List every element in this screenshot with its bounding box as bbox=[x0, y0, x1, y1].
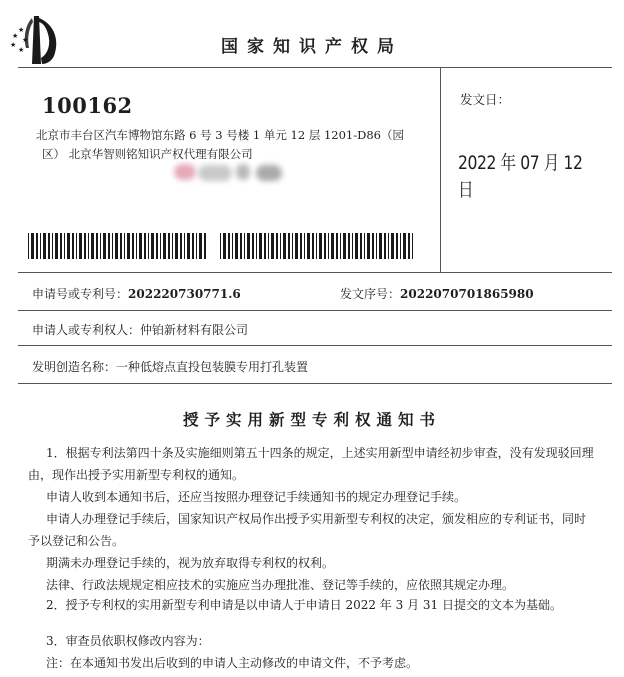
notice-title: 授予实用新型专利权通知书 bbox=[182, 411, 441, 429]
notice-paragraph-3 bbox=[28, 630, 618, 674]
application-no-row bbox=[32, 285, 241, 302]
svg-text:★: ★ bbox=[10, 41, 17, 49]
fields-bottom-divider bbox=[18, 383, 612, 384]
address-line-2: 区） 北京华智则铭知识产权代理有限公司 bbox=[42, 147, 253, 161]
recipient-name-redacted bbox=[170, 164, 290, 184]
notice-paragraph-2 bbox=[28, 594, 618, 616]
svg-text:★: ★ bbox=[18, 26, 25, 34]
p1-line-7: 法律、行政法规规定相应技术的实施应当办理批准、登记等手续的，应依照其规定办理。 bbox=[46, 578, 515, 592]
applicant-label: 申请人或专利权人： bbox=[32, 323, 141, 337]
office-name: 国家知识产权局 bbox=[221, 37, 403, 57]
p3-line-1: 3．审查员依职权修改内容为： bbox=[46, 634, 210, 648]
p1-line-2: 由，现作出授予实用新型专利权的通知。 bbox=[28, 468, 245, 482]
fields-divider-1 bbox=[18, 310, 612, 311]
recipient-address bbox=[36, 126, 424, 164]
date-box-divider bbox=[440, 67, 441, 272]
serial-no-label: 发文序号： bbox=[340, 287, 401, 301]
barcode-left bbox=[28, 233, 208, 259]
application-no-value: 202220730771.6 bbox=[128, 287, 241, 301]
svg-text:★: ★ bbox=[22, 36, 29, 44]
issue-date-label: 发文日： bbox=[460, 92, 511, 107]
svg-text:★: ★ bbox=[18, 46, 25, 54]
p1-line-1: 1．根据专利法第四十条及实施细则第五十四条的规定，上述实用新型申请经初步审查，没有发现驳回理 bbox=[46, 446, 594, 460]
serial-no-row bbox=[340, 285, 534, 302]
p1-line-4: 申请人办理登记手续后，国家知识产权局作出授予实用新型专利权的决定，颁发相应的专利证书，同时 bbox=[46, 512, 587, 526]
issue-date-value: 2022 年 07 月 12 日 bbox=[458, 152, 583, 201]
invention-label: 发明创造名称： bbox=[32, 360, 117, 374]
invention-value: 一种低熔点直投包装膜专用打孔装置 bbox=[116, 360, 309, 374]
p1-line-3: 申请人收到本通知书后，还应当按照办理登记手续通知书的规定办理登记手续。 bbox=[46, 490, 467, 504]
fields-top-divider bbox=[18, 272, 612, 273]
postcode: 100162 bbox=[42, 93, 133, 118]
notice-paragraph-1 bbox=[28, 442, 618, 596]
applicant-row bbox=[32, 321, 248, 338]
invention-row bbox=[32, 358, 308, 375]
application-no-label: 申请号或专利号： bbox=[32, 287, 129, 301]
header-divider bbox=[18, 67, 612, 68]
fields-divider-2 bbox=[18, 345, 612, 346]
barcode-right bbox=[220, 233, 416, 259]
p2-text: 2．授予专利权的实用新型专利申请是以申请人于申请日 2022 年 3 月 31 日提交的文本为基础。 bbox=[46, 598, 562, 612]
svg-text:★: ★ bbox=[12, 32, 19, 40]
address-line-1: 北京市丰台区汽车博物馆东路 6 号 3 号楼 1 单元 12 层 1201-D86（园 bbox=[36, 128, 404, 142]
applicant-value: 仲铂新材料有限公司 bbox=[140, 323, 249, 337]
p1-line-5: 予以登记和公告。 bbox=[28, 534, 125, 548]
serial-no-value: 2022070701865980 bbox=[400, 287, 534, 301]
p3-line-2: 注：在本通知书发出后收到的申请人主动修改的申请文件，不予考虑。 bbox=[46, 656, 419, 670]
p1-line-6: 期满未办理登记手续的，视为放弃取得专利权的权利。 bbox=[46, 556, 335, 570]
